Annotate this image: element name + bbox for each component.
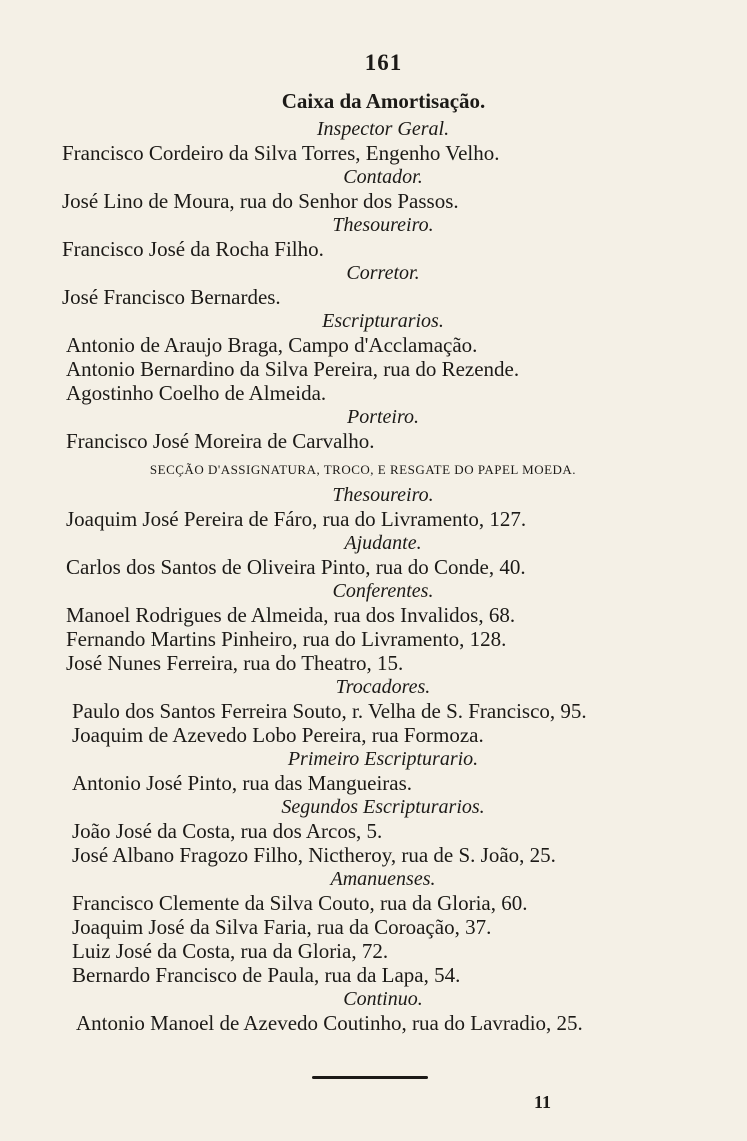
entry-line: Joaquim José Pereira de Fáro, rua do Livramento, 127.: [66, 507, 527, 531]
section-heading-porteiro: Porteiro.: [346, 406, 420, 428]
entry-line: Bernardo Francisco de Paula, rua da Lapa, 54.: [72, 963, 461, 987]
subsection-heading-ajudante: Ajudante.: [344, 532, 422, 554]
subsection-heading-thesoureiro: Thesoureiro.: [332, 484, 434, 506]
entry-line: João José da Costa, rua dos Arcos, 5.: [72, 819, 383, 843]
subsection-heading-segundos-escripturarios: Segundos Escripturarios.: [281, 796, 485, 818]
entry-line: José Nunes Ferreira, rua do Theatro, 15.: [66, 651, 404, 675]
entry-line: Francisco José da Rocha Filho.: [62, 237, 324, 261]
entry-line: Antonio José Pinto, rua das Mangueiras.: [72, 771, 413, 795]
document-body: [58, 117, 668, 1035]
subsection-heading-continuo: Continuo.: [343, 988, 423, 1010]
entry-line: Paulo dos Santos Ferreira Souto, r. Velha de S. Francisco, 95.: [72, 699, 587, 723]
entry-line: Francisco Cordeiro da Silva Torres, Engenho Velho.: [62, 141, 500, 165]
divider-rule: [312, 1076, 428, 1079]
entry-line: Fernando Martins Pinheiro, rua do Livramento, 128.: [66, 627, 507, 651]
entry-line: Antonio Bernardino da Silva Pereira, rua do Rezende.: [66, 357, 520, 381]
entry-line: Francisco José Moreira de Carvalho.: [66, 429, 375, 453]
entry-line: Agostinho Coelho de Almeida.: [66, 381, 327, 405]
subsection-title: SECÇÃO D'ASSIGNATURA, TROCO, E RESGATE DO PAPEL MOEDA.: [149, 462, 577, 477]
subsection-heading-primeiro-escripturario: Primeiro Escripturario.: [287, 748, 479, 770]
page-number: 161: [364, 50, 403, 75]
entry-line: Francisco Clemente da Silva Couto, rua da Gloria, 60.: [72, 891, 528, 915]
entry-line: Carlos dos Santos de Oliveira Pinto, rua do Conde, 40.: [66, 555, 526, 579]
entry-line: José Francisco Bernardes.: [62, 285, 281, 309]
entry-line: Antonio Manoel de Azevedo Coutinho, rua do Lavradio, 25.: [76, 1011, 583, 1035]
entry-line: Joaquim José da Silva Faria, rua da Coroação, 37.: [72, 915, 492, 939]
entry-line: Antonio de Araujo Braga, Campo d'Acclamação.: [66, 333, 478, 357]
subsection-heading-trocadores: Trocadores.: [335, 676, 431, 698]
entry-line: Luiz José da Costa, rua da Gloria, 72.: [72, 939, 389, 963]
section-heading-escripturarios: Escripturarios.: [322, 310, 444, 332]
subsection-heading-amanuenses: Amanuenses.: [330, 868, 436, 890]
entry-line: Manoel Rodrigues de Almeida, rua dos Invalidos, 68.: [66, 603, 516, 627]
entry-line: José Lino de Moura, rua do Senhor dos Passos.: [62, 189, 459, 213]
section-heading-inspector: Inspector Geral.: [316, 118, 450, 140]
subsection-heading-conferentes: Conferentes.: [332, 580, 434, 602]
section-heading-contador: Contador.: [343, 166, 423, 188]
signature-mark: 11: [534, 1092, 552, 1112]
page-title: Caixa da Amortisação.: [281, 89, 486, 113]
entry-line: José Albano Fragozo Filho, Nictheroy, rua de S. João, 25.: [72, 843, 556, 867]
entry-line: Joaquim de Azevedo Lobo Pereira, rua Formoza.: [72, 723, 484, 747]
section-heading-corretor: Corretor.: [346, 262, 420, 284]
section-heading-thesoureiro: Thesoureiro.: [332, 214, 434, 236]
